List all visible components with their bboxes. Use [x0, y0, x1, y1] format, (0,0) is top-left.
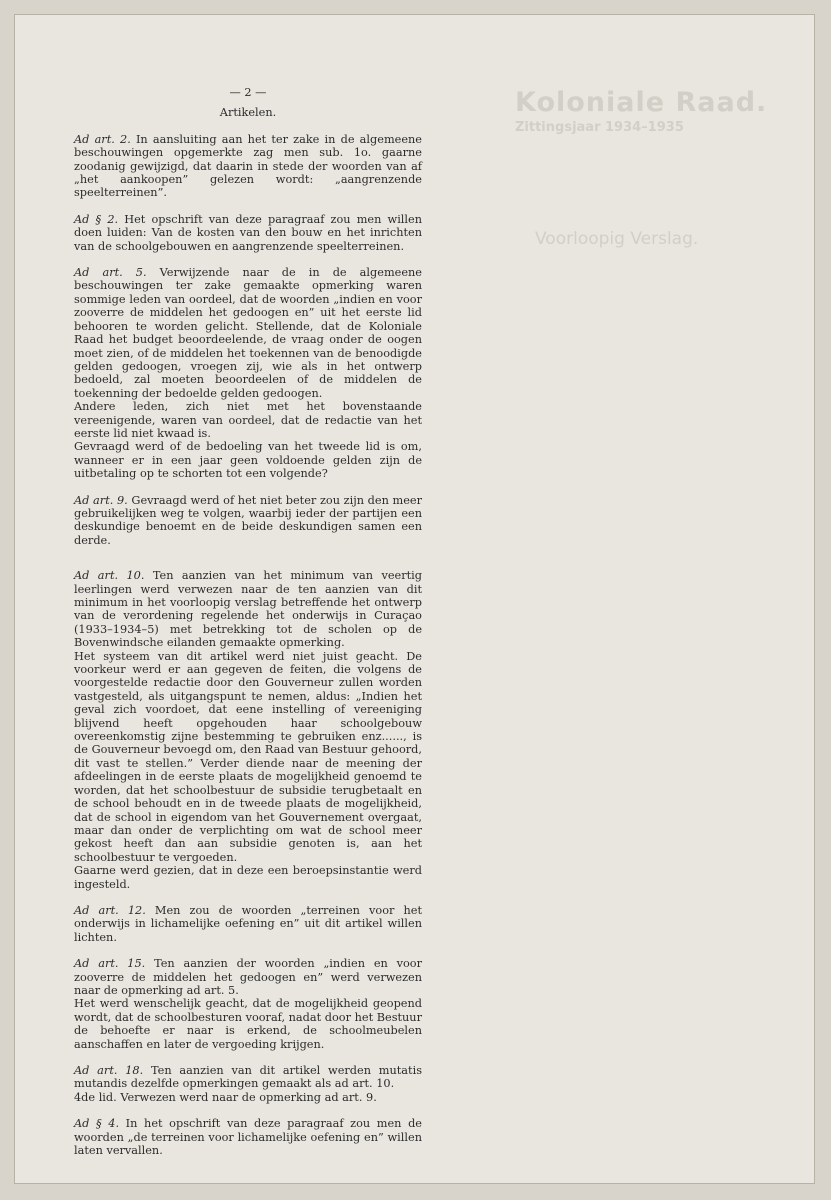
paragraph-text: Ten aanzien der woorden „indien en voor zooverre de middelen het gedoogen en” werd verwezen naar de opmerking ad art. 5.: [74, 957, 422, 997]
paragraph-text: 4de lid. Verwezen werd naar de opmerking ad art. 9.: [74, 1090, 377, 1104]
paragraph: [74, 1091, 422, 1104]
paragraph-text: Gaarne werd gezien, dat in deze een beroepsinstantie werd ingesteld.: [74, 864, 422, 891]
section-reference: Ad art. 10.: [74, 569, 145, 583]
paragraph-text: Verwijzende naar de in de algemeene beschouwingen ter zake gemaakte opmerking waren sommige leden van oordeel, dat de woorden „indien en voor zooverre de middelen het gedoogen en” uit het eerste lid behooren te worden gelicht. Stellende, dat de Koloniale Raad het budget beoordeelende, de vraag onder de oogen moet zien, of de middelen het toekennen van de benoodigde gelden gedoogen, vroegen zij, wie als in het ontwerp bedoeld, zal moeten beoordeelen of de middelen de toekenning der bedoelde gelden gedoogen.: [74, 266, 422, 400]
page-number: — 2 —: [229, 86, 267, 99]
section-reference: Ad art. 5.: [74, 266, 147, 280]
paragraph: [74, 957, 422, 997]
paragraph-text: In aansluiting aan het ter zake in de algemeene beschouwingen opgemerkte zag men sub. 1o. gaarne zoodanig gewijzigd, dat daarin in stede der woorden van af „het aankoopen” gelezen wordt: „aangrenzende speelterreinen”.: [74, 132, 422, 200]
faded-header-line-3: Voorloopig Verslag.: [535, 229, 699, 249]
faded-header-line-2: Zittingsjaar 1934–1935: [515, 120, 684, 135]
document-heading: Artikelen.: [219, 106, 277, 120]
section-reference: Ad art. 15.: [74, 957, 146, 971]
section-reference: Ad art. 18.: [74, 1064, 144, 1077]
section-reference: Ad art. 12.: [74, 903, 146, 917]
paragraph-text: Andere leden, zich niet met het bovenstaande vereenigende, waren van oordeel, dat de redactie van het eerste lid niet kwaad is.: [74, 400, 422, 440]
section-ad-art-2: [74, 133, 422, 200]
section-reference: Ad § 4.: [74, 1117, 120, 1131]
paragraph: [74, 904, 422, 944]
paragraph-text: Ten aanzien van dit artikel werden mutatis mutandis dezelfde opmerkingen gemaakt als ad art. 10.: [74, 1064, 422, 1091]
paragraph-text: In het opschrift van deze paragraaf zou men de woorden „de terreinen voor lichamelijke oefening en” willen laten vervallen.: [74, 1117, 422, 1158]
faded-show-through-header: [515, 87, 768, 249]
paragraph: [74, 400, 422, 440]
paragraph: [74, 1064, 422, 1091]
paragraph-text: Men zou de woorden „terreinen voor het onderwijs in lichamelijke oefening en” uit dit artikel willen lichten.: [74, 903, 422, 944]
paragraph: [74, 266, 422, 400]
paragraph: [74, 494, 422, 548]
paragraph-text: Het werd wenschelijk geacht, dat de mogelijkheid geopend wordt, dat de schoolbesturen vooraf, nadat door het Bestuur de behoefte er naar is erkend, de schoolmeubelen aanschaffen en later de vergoeding krijgen.: [74, 997, 422, 1051]
paragraph-text: Het opschrift van deze paragraaf zou men willen doen luiden: Van de kosten van den bouw en het inrichten van de schoolgebouwen en aangrenzende speelterreinen.: [74, 212, 422, 253]
section-ad-art-15: [74, 957, 422, 1051]
paragraph-text: Ten aanzien van het minimum van veertig leerlingen werd verwezen naar de ten aanzien van dit minimum in het voorloopig verslag betreffende het ontwerp van de verordening regelende het onderwijs in Curaçao (1933–1934–5) met betrekking tot de scholen op de Bovenwindsche eilanden gemaakte opmerking.: [74, 569, 422, 650]
section-ad-par-4: [74, 1117, 422, 1157]
paragraph-text: Gevraagd werd of het niet beter zou zijn den meer gebruikelijken weg te volgen, waarbij ieder der partijen een deskundige benoemt en de beide deskundigen samen een derde.: [74, 493, 422, 547]
section-reference: Ad § 2.: [74, 212, 119, 226]
paragraph-text: Gevraagd werd of de bedoeling van het tweede lid is om, wanneer er in een jaar geen voldoende gelden zijn de uitbetaling op te schorten tot een volgende?: [74, 440, 422, 481]
section-ad-art-12: [74, 904, 422, 944]
faded-header-line-1: Koloniale Raad.: [515, 87, 768, 118]
paragraph: [74, 997, 422, 1051]
section-reference: Ad art. 2.: [74, 132, 131, 146]
paragraph: [74, 133, 422, 200]
section-ad-art-18: [74, 1064, 422, 1104]
document-body: [74, 86, 422, 1170]
paragraph: [74, 440, 422, 480]
paragraph: [74, 864, 422, 891]
section-ad-art-5: [74, 266, 422, 481]
section-ad-par-2: [74, 213, 422, 253]
paragraph: [74, 213, 422, 253]
paragraph: [74, 650, 422, 865]
section-reference: Ad art. 9.: [74, 493, 128, 507]
paragraph: [74, 1117, 422, 1157]
section-ad-art-9: [74, 494, 422, 548]
section-ad-art-10: [74, 569, 422, 891]
paragraph: [74, 569, 422, 649]
paragraph-text: Het systeem van dit artikel werd niet juist geacht. De voorkeur werd er aan gegeven de feiten, die volgens de voorgestelde redactie door den Gouverneur zullen worden vastgesteld, als uitgangspunt te nemen, aldus: „Indien het geval zich voordoet, dat eene instelling of vereeniging blijvend heeft opgehouden haar schoolgebouw overeenkomstig zijne bestemming te gebruiken enz......, is de Gouverneur bevoegd om, den Raad van Bestuur gehoord, dit vast te stellen.” Verder diende naar de meening der afdeelingen in de eerste plaats de mogelijkheid genoemd te worden, dat het schoolbestuur de subsidie terugbetaalt en de school behoudt en in de tweede plaats de mogelijkheid, dat de school in eigendom van het Gouvernement overgaat, maar dan onder de verplichting om wat de school meer gekost heeft dan aan subsidie genoten is, aan het schoolbestuur te vergoeden.: [74, 649, 422, 864]
